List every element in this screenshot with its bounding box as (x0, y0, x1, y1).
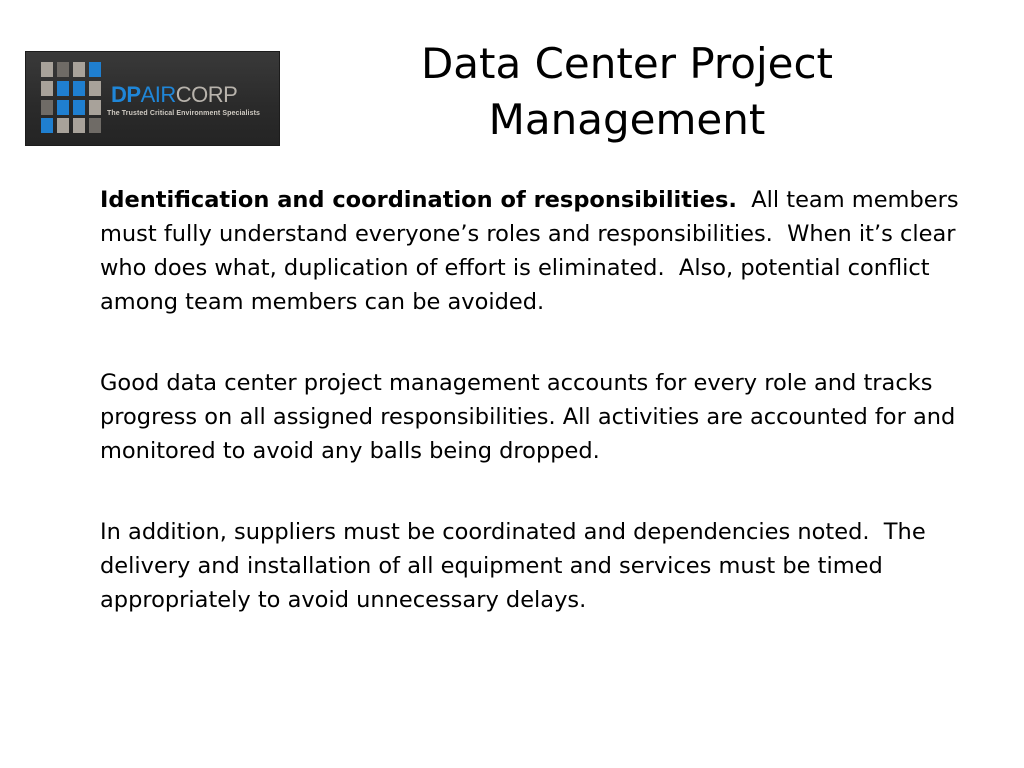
paragraph-lead: Identification and coordination of responsibilities. (100, 187, 737, 213)
slide-title (400, 36, 854, 148)
logo-word-dp: DP (111, 82, 141, 107)
title-line-2: Management (488, 95, 766, 144)
company-logo (25, 51, 280, 146)
paragraph-suppliers: In addition, suppliers must be coordinated and dependencies noted. The delivery and installation of all equipment and services must be timed appropriately to avoid unnecessary delays. (100, 519, 933, 613)
paragraph-tracking: Good data center project management accounts for every role and tracks progress on all assigned responsibilities. All activities are accounted for and monitored to avoid any balls being dropped. (100, 370, 963, 464)
paragraph-responsibilities (100, 183, 966, 319)
title-line-1: Data Center Project (420, 39, 834, 88)
logo-tagline: The Trusted Critical Environment Specialists (107, 110, 260, 117)
logo-wordmark (111, 83, 237, 107)
paragraph-text: All team members must fully understand everyone’s roles and responsibilities. When it’s clear who does what, duplication of effort is eliminated. Also, potential conflict among team members can be avoided. (100, 187, 966, 315)
logo-word-air: AIR (140, 82, 176, 107)
slide-body (100, 183, 966, 617)
logo-word-corp: CORP (175, 82, 238, 107)
logo-grid-icon (41, 62, 101, 133)
